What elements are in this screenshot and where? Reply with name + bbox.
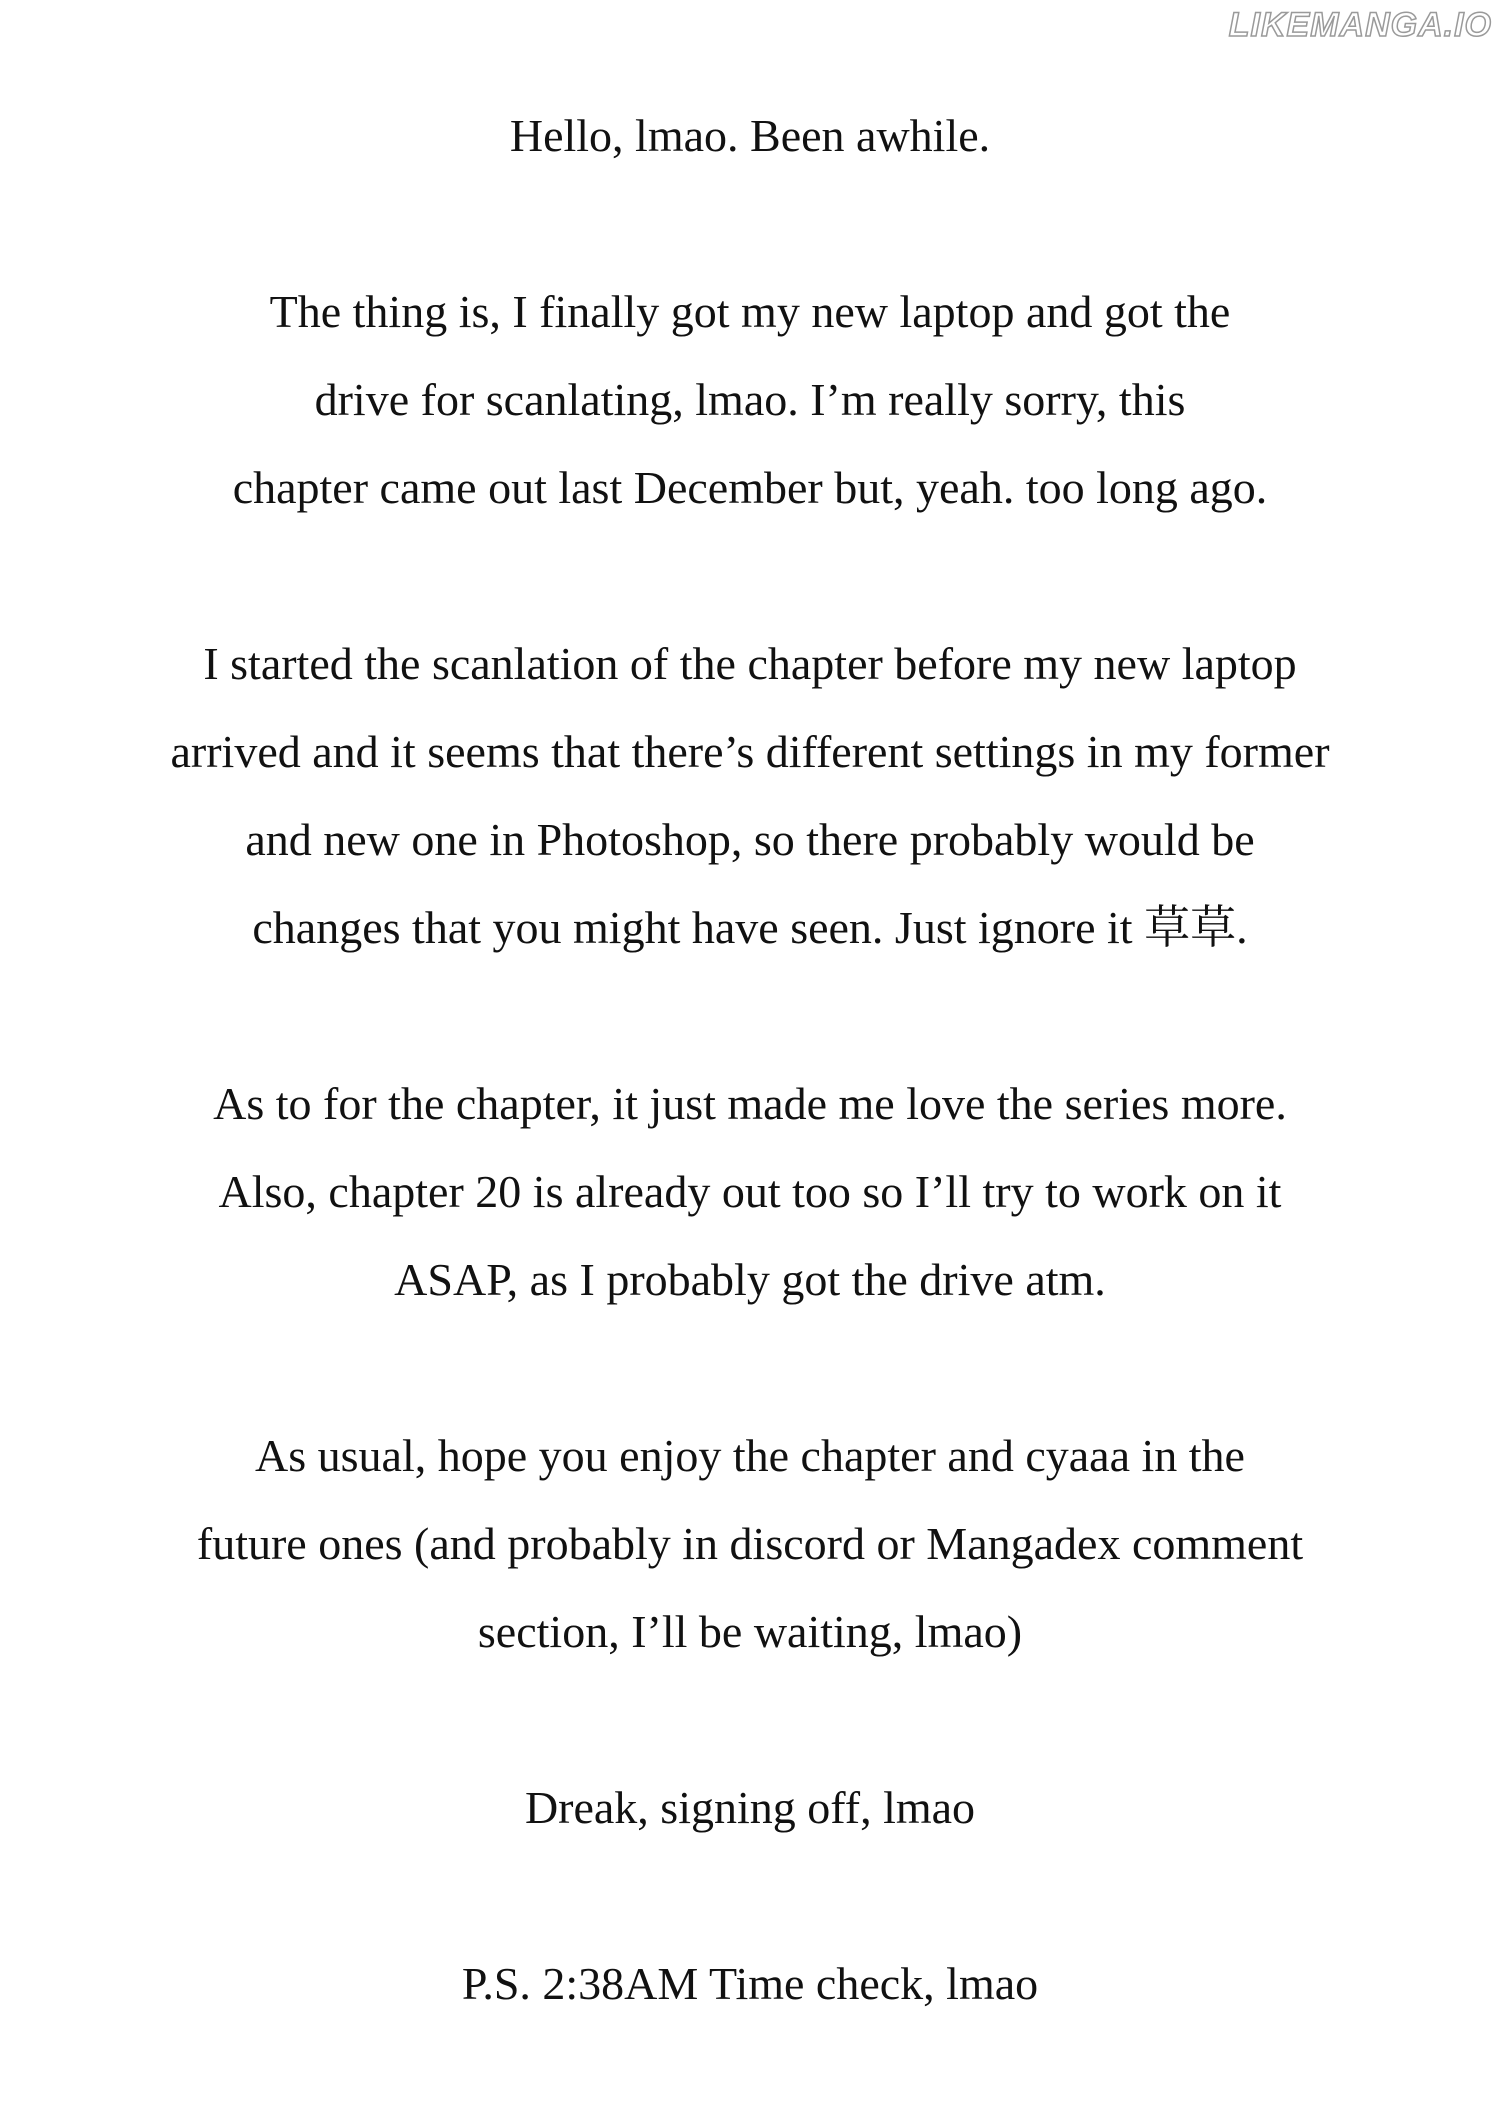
laptop-paragraph [0, 268, 1500, 532]
text-line: changes that you might have seen. Just ignore it 草草. [252, 902, 1248, 953]
text-line: and new one in Photoshop, so there probably would be [245, 814, 1255, 865]
greeting-paragraph [0, 92, 1500, 180]
text-line: Also, chapter 20 is already out too so I’ll try to work on it [218, 1166, 1282, 1217]
translator-note [0, 92, 1500, 2116]
postscript-paragraph [0, 1940, 1500, 2028]
text-line: ASAP, as I probably got the drive atm. [394, 1254, 1106, 1305]
chapter-paragraph [0, 1060, 1500, 1324]
text-line: arrived and it seems that there’s different settings in my former [170, 726, 1330, 777]
text-line: As usual, hope you enjoy the chapter and cyaaa in the [255, 1430, 1245, 1481]
text-line: The thing is, I finally got my new laptop and got the [269, 286, 1231, 337]
text-line: Dreak, signing off, lmao [524, 1782, 976, 1833]
text-line: section, I’ll be waiting, lmao) [477, 1606, 1023, 1657]
settings-paragraph [0, 620, 1500, 972]
site-watermark: LIKEMANGA.IO [1228, 6, 1492, 44]
text-line: P.S. 2:38AM Time check, lmao [461, 1958, 1039, 2009]
text-line: Hello, lmao. Been awhile. [509, 110, 991, 161]
text-line: I started the scanlation of the chapter before my new laptop [203, 638, 1297, 689]
text-line: chapter came out last December but, yeah. too long ago. [232, 462, 1268, 513]
signoff-paragraph [0, 1764, 1500, 1852]
text-line: future ones (and probably in discord or Mangadex comment [196, 1518, 1304, 1569]
text-line: As to for the chapter, it just made me love the series more. [213, 1078, 1287, 1129]
text-line: drive for scanlating, lmao. I’m really sorry, this [314, 374, 1186, 425]
farewell-paragraph [0, 1412, 1500, 1676]
